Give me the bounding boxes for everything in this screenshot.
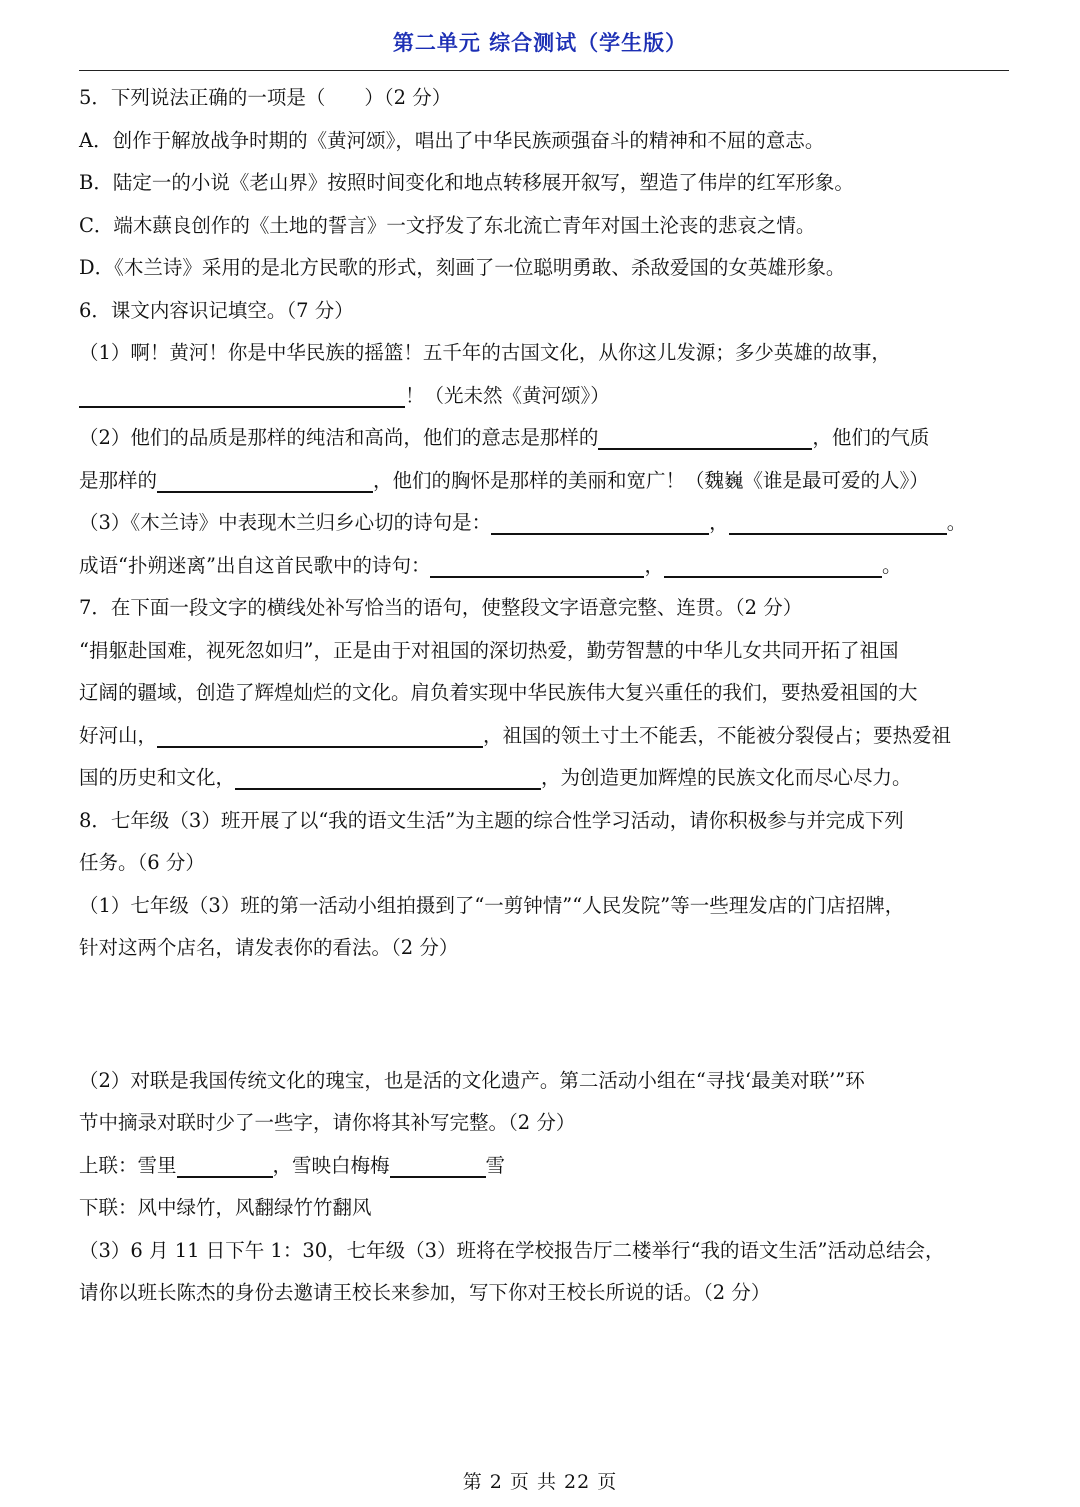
q6-part2-line1: （2）他们的品质是那样的纯洁和高尚，他们的意志是那样的 ，他们的气质 [79,426,930,449]
q7-stem: 7．在下面一段文字的横线处补写恰当的语句，使整段文字语意完整、连贯。（2 分） [79,596,803,619]
answer-blank[interactable] [157,724,483,748]
q6-part3-line2: 成语“扑朔迷离”出自这首民歌中的诗句： ， 。 [79,553,902,577]
q6-stem: 6．课文内容识记填空。（7 分） [79,298,354,322]
answer-blank[interactable] [430,554,644,578]
answer-blank[interactable] [390,1154,486,1178]
answer-blank[interactable] [235,766,541,790]
q6-part1-line2: ！（光未然《黄河颂》） [79,375,1009,418]
answer-blank[interactable] [177,1154,273,1178]
couplet-upper: 上联：雪里 ，雪映白梅梅 雪 [79,1153,506,1177]
q7-line4: 国的历史和文化， ，为创造更加辉煌的民族文化而尽心尽力。 [79,766,912,789]
couplet-lower: 下联：风中绿竹，风翻绿竹竹翻风 [79,1196,372,1219]
q8-part3-line1: （3）6 月 11 日下午 1：30，七年级（3）班将在学校报告厅二楼举行“我的语文生活”活动总结会， [79,1238,945,1262]
q8-part1-line2: 针对这两个店名，请发表你的看法。（2 分） [79,936,459,959]
q8-part2-line2: 节中摘录对联时少了一些字，请你将其补写完整。（2 分） [79,1111,576,1134]
question-content [79,77,1009,1315]
page-number: 第 2 页 共 22 页 [462,1471,618,1493]
q8-part1-line1: （1）七年级（3）班的第一活动小组拍摄到了“一剪钟情”“人民发院”等一些理发店的门店招牌， [79,893,905,917]
q5-option-b: B．陆定一的小说《老山界》按照时间变化和地点转移展开叙写，塑造了伟岸的红军形象。 [79,171,854,194]
page-title: 第二单元 综合测试（学生版） [392,31,688,55]
q6-part2-line2: 是那样的 ，他们的胸怀是那样的美丽和宽广！（魏巍《谁是最可爱的人》） [79,468,929,492]
answer-blank[interactable] [598,426,812,450]
q5-stem: 5．下列说法正确的一项是（ ）（2 分） [79,86,452,109]
answer-blank[interactable] [491,511,709,535]
q5-option-d: D．《木兰诗》采用的是北方民歌的形式，刻画了一位聪明勇敢、杀敌爱国的女英雄形象。 [79,256,846,279]
answer-blank[interactable] [79,384,405,408]
q6-part3-line1: （3）《木兰诗》中表现木兰归乡心切的诗句是： ， 。 [79,511,967,534]
header-rule [79,70,1009,71]
q7-line1: “捐躯赴国难，视死忽如归”，正是由于对祖国的深切热爱，勤劳智慧的中华儿女共同开拓了祖国 [79,638,899,662]
q8-stem-line1: 8．七年级（3）班开展了以“我的语文生活”为主题的综合性学习活动，请你积极参与并完成下列 [79,808,904,832]
q8-part2-line1: （2）对联是我国传统文化的瑰宝，也是活的文化遗产。第二活动小组在“寻找‘最美对联’”环 [79,1068,865,1092]
answer-space[interactable] [79,970,1009,1060]
q7-line3: 好河山， ，祖国的领土寸土不能丢，不能被分裂侵占；要热爱祖 [79,723,952,747]
answer-blank[interactable] [729,511,947,535]
q8-stem-line2: 任务。（6 分） [79,851,205,874]
answer-blank[interactable] [157,469,373,493]
q5-option-c: C．端木蕻良创作的《土地的誓言》一文抒发了东北流亡青年对国土沦丧的悲哀之情。 [79,213,816,237]
q7-line2: 辽阔的疆域，创造了辉煌灿烂的文化。肩负着实现中华民族伟大复兴重任的我们，要热爱祖国的大 [79,681,918,704]
q5-option-a: A．创作于解放战争时期的《黄河颂》，唱出了中华民族顽强奋斗的精神和不屈的意志。 [79,128,825,152]
q8-part3-line2: 请你以班长陈杰的身份去邀请王校长来参加，写下你对王校长所说的话。（2 分） [79,1281,771,1304]
answer-blank[interactable] [664,554,882,578]
q6-part1-line1: （1）啊！黄河！你是中华民族的摇篮！五千年的古国文化，从你这儿发源；多少英雄的故事， [79,341,891,364]
